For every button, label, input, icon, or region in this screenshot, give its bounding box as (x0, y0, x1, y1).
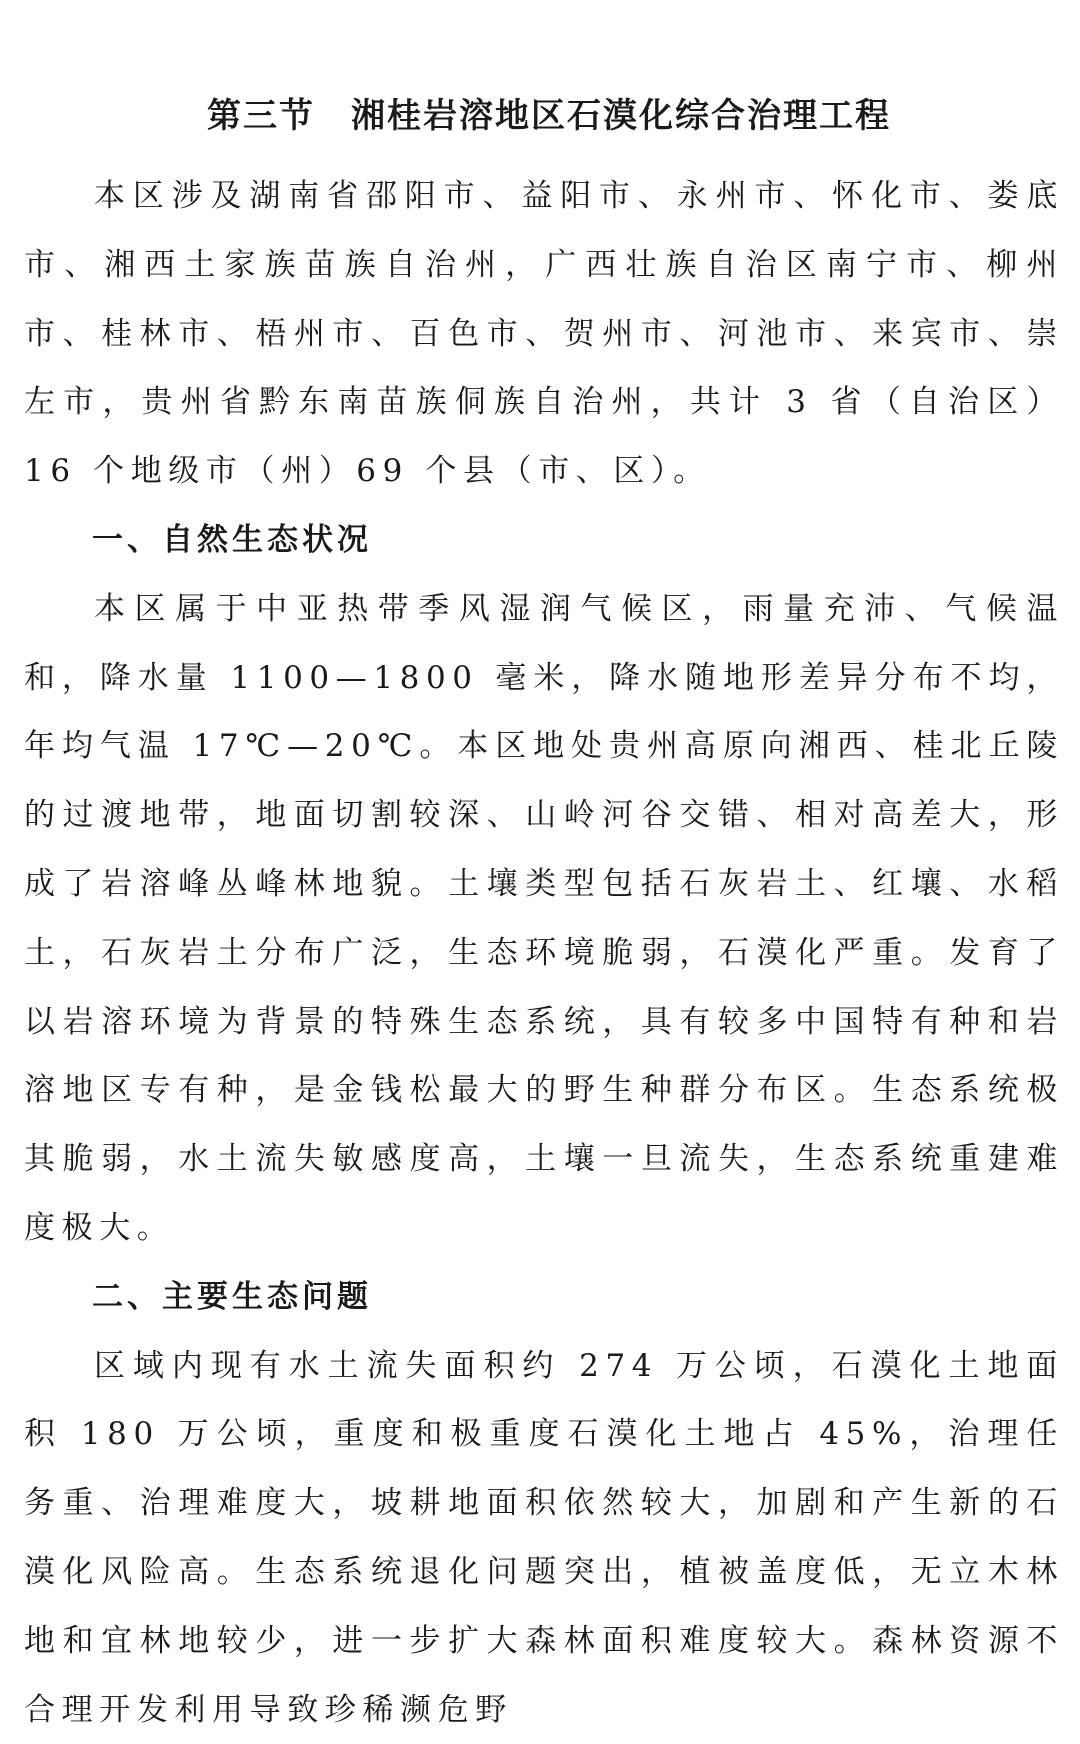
natural-ecology-paragraph: 本区属于中亚热带季风湿润气候区，雨量充沛、气候温和，降水量 1100—1800 毫米，降水随地形差异分布不均，年均气温 17℃—20℃。本区地处贵州高原向湘西、桂北丘陵的过渡地带，地面切割较深、山岭河谷交错、相对高差大，形成了岩溶峰丛峰林地貌。土壤类型包括石灰岩土、红壤、水稻土，石灰岩土分布广泛，生态环境脆弱，石漠化严重。发育了以岩溶环境为背景的特殊生态系统，具有较多中国特有种和岩溶地区专有种，是金钱松最大的野生种群分布区。生态系统极其脆弱，水土流失敏感度高，土壤一旦流失，生态系统重建难度极大。 (24, 590, 1064, 1246)
intro-paragraph: 本区涉及湖南省邵阳市、益阳市、永州市、怀化市、娄底市、湘西土家族苗族自治州，广西壮族自治区南宁市、柳州市、桂林市、梧州市、百色市、贺州市、河池市、来宾市、崇左市，贵州省黔东南苗族侗族自治州，共计 3 省（自治区）16 个地级市（州）69 个县（市、区）。 (24, 178, 1064, 490)
heading-natural-ecology: 一、自然生态状况 (92, 521, 372, 558)
main-problems-paragraph: 区域内现有水土流失面积约 274 万公顷，石漠化土地面积 180 万公顷，重度和极重度石漠化土地占 45%，治理任务重、治理难度大，坡耕地面积依然较大，加剧和产生新的石漠化风险高。生态系统退化问题突出，植被盖度低，无立木林地和宜林地较少，进一步扩大森林面积难度较大。森林资源不合理开发利用导致珍稀濒危野 (24, 1347, 1064, 1728)
section-title: 第三节 湘桂岩溶地区石漠化综合治理工程 (207, 96, 891, 136)
heading-main-problems: 二、主要生态问题 (92, 1278, 372, 1315)
